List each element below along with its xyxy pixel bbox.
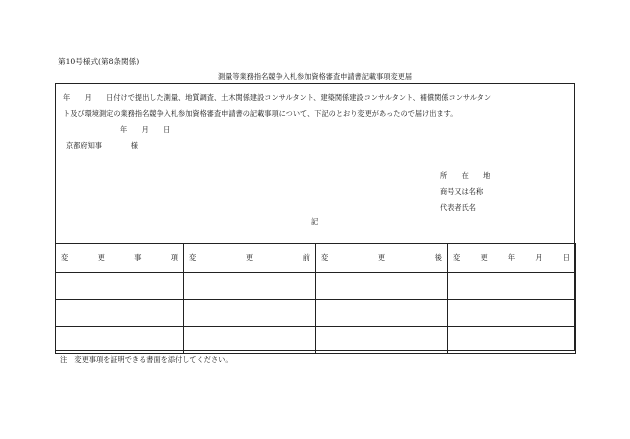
table-cell[interactable] bbox=[448, 300, 576, 327]
header-change-item bbox=[56, 244, 184, 273]
header-char: 更 bbox=[245, 253, 254, 262]
header-char: 事 bbox=[134, 253, 142, 262]
table-cell[interactable] bbox=[56, 300, 184, 327]
header-char: 前 bbox=[302, 253, 310, 262]
header-char: 変 bbox=[189, 253, 197, 262]
table-cell[interactable] bbox=[184, 300, 316, 327]
representative-name-label: 代表者氏名 bbox=[440, 203, 476, 212]
header-char: 変 bbox=[321, 253, 329, 262]
table-row bbox=[56, 300, 576, 327]
table-cell[interactable] bbox=[184, 327, 316, 354]
table-header-row bbox=[56, 244, 576, 273]
header-change-date bbox=[448, 244, 576, 273]
header-char: 変 bbox=[453, 253, 461, 262]
header-char: 変 bbox=[61, 253, 69, 262]
address-label: 所 在 地 bbox=[440, 171, 491, 180]
company-name-label: 商号又は名称 bbox=[440, 187, 484, 196]
header-after-change bbox=[316, 244, 448, 273]
table-row bbox=[56, 327, 576, 354]
table-cell[interactable] bbox=[316, 273, 448, 300]
header-char: 年 bbox=[507, 253, 516, 262]
form-number-label: 第10号様式(第8条関係) bbox=[58, 57, 140, 66]
header-char: 後 bbox=[434, 253, 442, 262]
ki-heading: 記 bbox=[311, 217, 319, 226]
header-char: 項 bbox=[170, 253, 178, 262]
body-text-line-2: ト及び環境測定の業務指名競争入札参加資格審査申請書の記載事項について、下記のとおり変更があったので届け出ます。 bbox=[63, 109, 458, 118]
header-char: 更 bbox=[480, 253, 488, 262]
table-cell[interactable] bbox=[316, 327, 448, 354]
change-table bbox=[55, 243, 576, 354]
header-char: 更 bbox=[97, 253, 105, 262]
submission-date: 年 月 日 bbox=[120, 125, 171, 134]
header-char: 月 bbox=[535, 253, 543, 262]
header-char: 日 bbox=[562, 253, 570, 262]
table-row bbox=[56, 273, 576, 300]
table-cell[interactable] bbox=[56, 327, 184, 354]
table-cell[interactable] bbox=[56, 273, 184, 300]
table-cell[interactable] bbox=[184, 273, 316, 300]
footnote: 注 変更事項を証明できる書面を添付してください。 bbox=[60, 355, 233, 364]
table-cell[interactable] bbox=[448, 273, 576, 300]
header-char: 更 bbox=[377, 253, 386, 262]
header-before-change bbox=[184, 244, 316, 273]
document-title: 測量等業務指名競争入札参加資格審査申請書記載事項変更届 bbox=[217, 72, 413, 81]
body-text-line-1: 年 月 日付けで提出した測量、地質調査、土木関係建設コンサルタント、建築関係建設コンサルタント、補償関係コンサルタン bbox=[63, 93, 492, 102]
table-cell[interactable] bbox=[316, 300, 448, 327]
addressee: 京都府知事 様 bbox=[66, 141, 138, 150]
table-cell[interactable] bbox=[448, 327, 576, 354]
